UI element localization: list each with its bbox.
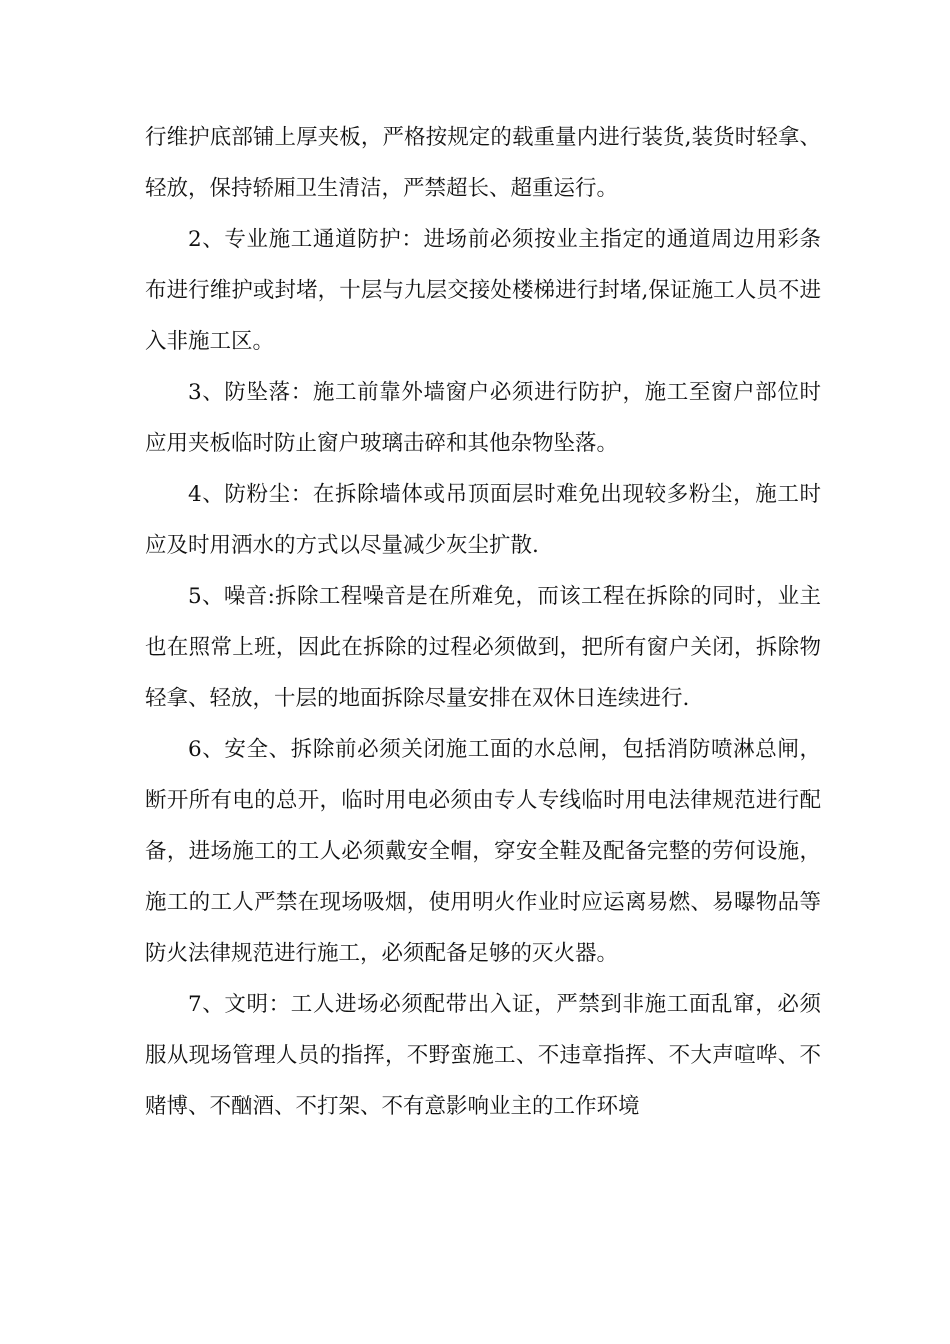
document-body (145, 112, 821, 1132)
paragraph-item-5: 5、噪音:拆除工程噪音是在所难免，而该工程在拆除的同时，业主也在照常上班，因此在拆除的过程必须做到，把所有窗户关闭，拆除物轻拿、轻放，十层的地面拆除尽量安排在双休日连续进行. (145, 584, 821, 711)
paragraph-continuation: 行维护底部铺上厚夹板，严格按规定的载重量内进行装货,装货时轻拿、轻放，保持轿厢卫生清洁，严禁超长、超重运行。 (145, 125, 821, 201)
paragraph-item-3: 3、防坠落：施工前靠外墙窗户必须进行防护，施工至窗户部位时应用夹板临时防止窗户玻璃击碎和其他杂物坠落。 (145, 380, 821, 456)
paragraph-item-2: 2、专业施工通道防护：进场前必须按业主指定的通道周边用彩条布进行维护或封堵，十层与九层交接处楼梯进行封堵,保证施工人员不进入非施工区。 (145, 227, 821, 354)
paragraph-item-6: 6、安全、拆除前必须关闭施工面的水总闸，包括消防喷淋总闸，断开所有电的总开，临时用电必须由专人专线临时用电法律规范进行配备，进场施工的工人必须戴安全帽，穿安全鞋及配备完整的劳何设施，施工的工人严禁在现场吸烟，使用明火作业时应运离易燃、易曝物品等防火法律规范进行施工，必须配备足够的灭火器。 (145, 737, 821, 966)
paragraph-item-7: 7、文明：工人进场必须配带出入证，严禁到非施工面乱窜，必须服从现场管理人员的指挥，不野蛮施工、不违章指挥、不大声喧哗、不赌博、不酗酒、不打架、不有意影响业主的工作环境 (145, 992, 821, 1119)
paragraph-item-4: 4、防粉尘：在拆除墙体或吊顶面层时难免出现较多粉尘，施工时应及时用洒水的方式以尽量减少灰尘扩散. (145, 482, 821, 558)
